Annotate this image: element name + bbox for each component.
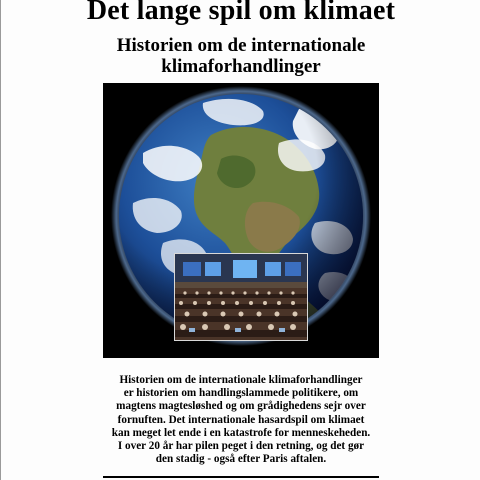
description-line-6: I over 20 år har pilen peget i den retning, og det gør [117, 440, 365, 453]
subtitle-line-2: klimaforhandlinger [161, 56, 321, 77]
description-line-7: den stadig - også efter Paris aftalen. [155, 453, 327, 466]
description-line-5: kan meget let ende i en katastrofe for menneskeheden. [111, 426, 371, 439]
book-title: Det lange spil om klimaet [86, 0, 396, 26]
subtitle-line-1: Historien om de internationale [116, 35, 366, 56]
description-line-2: er historien om handlingslammede politikere, om [123, 387, 359, 400]
conference-hall-illustration [175, 254, 307, 340]
book-description [93, 374, 389, 466]
description-line-4: fornuften. Det internationale hasardspil om klimaet [117, 413, 365, 426]
earth-globe-image [103, 83, 379, 358]
conference-photo [174, 253, 308, 341]
book-subtitle [1, 35, 480, 77]
description-line-1: Historien om de internationale klimaforhandlinger [119, 374, 363, 386]
description-line-3: magtens magtesløshed og om grådighedens sejr over [116, 400, 366, 413]
bottom-divider [103, 476, 379, 478]
